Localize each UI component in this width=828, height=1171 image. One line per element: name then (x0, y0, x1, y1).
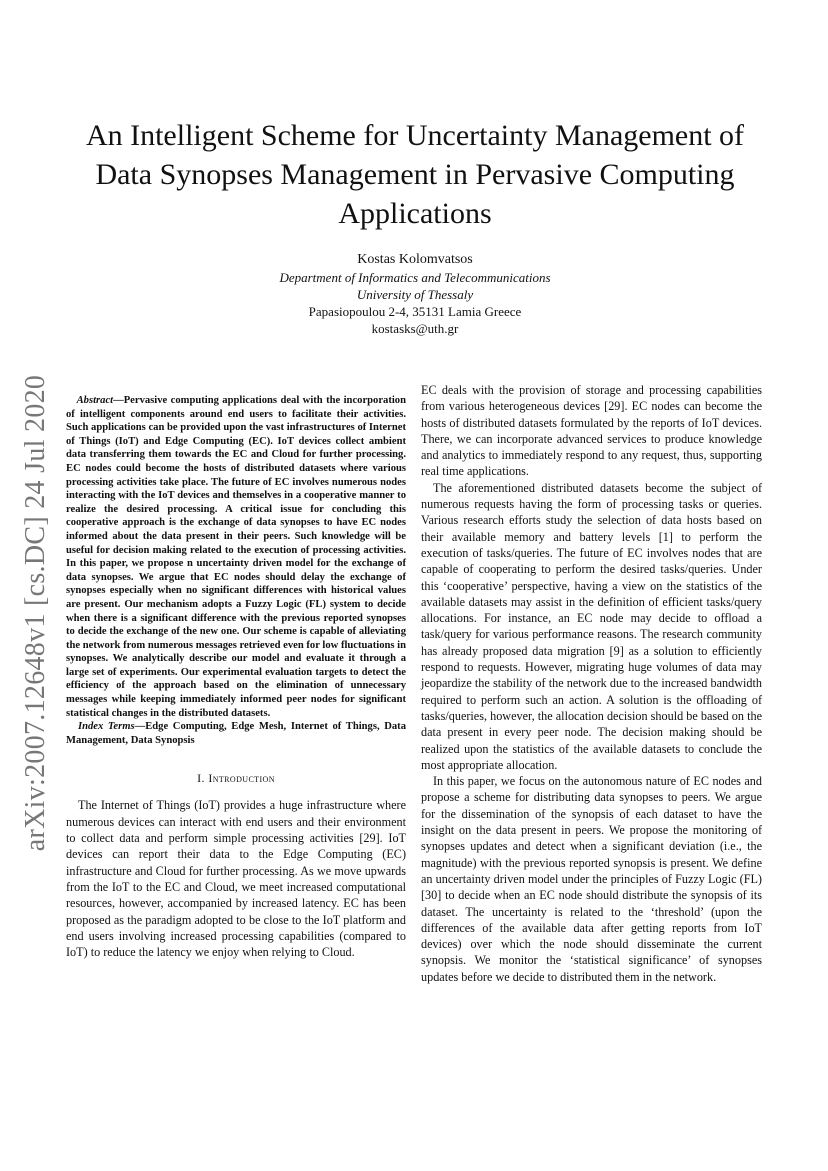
section-heading (66, 771, 406, 786)
index-terms-label: Index Terms (78, 721, 135, 733)
intro-paragraph-4: In this paper, we focus on the autonomous nature of EC nodes and propose a scheme for distributing data synopses to peers. We argue for the dissemination of the synopsis of each dataset to have the insight on the data present in peers. We propose the monitoring of synopses updates and detect when a significant deviation (i.e., the magnitude) with the previous reported synopsis is present. We define an uncertainty driven model under the principles of Fuzzy Logic (FL) [30] to decide when an EC node should distribute the synopsis of its dataset. The uncertainty is related to the ‘threshold’ (upon the differences of the available data after getting reports from IoT devices) over which the node should disseminate the current synopsis. We monitor the ‘statistical significance’ of synopses updates before we decide to distributed them in the network. (421, 774, 762, 984)
author-department: Department of Informatics and Telecommunications (279, 270, 551, 285)
intro-paragraph-2: EC deals with the provision of storage and processing capabilities from various heterogeneous devices [29]. EC nodes can become the hosts of distributed datasets formulated by the reports of IoT devices. There, we can incorporate advanced services to produce knowledge and analytics to immediately respond to any request, thus, supporting real time applications. (421, 383, 762, 479)
paper-title: An Intelligent Scheme for Uncertainty Management of Data Synopses Management in Pervasive Computing Applications (85, 119, 745, 230)
author-block (160, 251, 670, 337)
abstract-label: Abstract (76, 395, 114, 406)
author-name: Kostas Kolomvatsos (357, 252, 473, 267)
arxiv-identifier-stamp (11, 375, 61, 850)
author-university: University of Thessaly (356, 287, 474, 302)
author-email: kostasks@uth.gr (371, 321, 459, 336)
index-terms-text: —Edge Computing, Edge Mesh, Internet of Things, Data Management, Data Synopsis (66, 721, 406, 746)
right-column (421, 382, 762, 985)
abstract-text: —Pervasive computing applications deal with the incorporation of intelligent components around end users to facilitate their activities. Such applications can be provided upon the vast infrastructures of Internet of Things (IoT) and Edge Computing (EC). IoT devices collect ambient data transferring them towards the EC and Cloud for further processing. EC nodes could become the hosts of distributed datasets where various processing activities take place. The future of EC involves numerous nodes interacting with the IoT devices and themselves in a cooperative manner to realize the desired processing. A critical issue for concluding this cooperative approach is the exchange of data synopses to have EC nodes informed about the data present in their peers. Such knowledge will be useful for decision making related to the execution of processing activities. In this paper, we propose n uncertainty driven model for the exchange of data synopses. We argue that EC nodes should delay the exchange of synopses especially when no significant differences with historical values are present. Our mechanism adopts a Fuzzy Logic (FL) system to decide when there is a significant difference with the previous reported synopses to decide the exchange of the new one. Our scheme is capable of alleviating the network from numerous messages retrieved even for low fluctuations in synopses. We analytically describe our model and evaluate it through a large set of experiments. Our experimental evaluation targets to detect the efficiency of the approach based on the elimination of unnecessary messages while keeping immediately informed peer nodes for significant statistical changes in the distributed datasets. (66, 395, 406, 719)
intro-paragraph-3: The aforementioned distributed datasets become the subject of numerous requests having the form of processing tasks or queries. Various research efforts study the selection of data hosts based on their available memory and battery levels [1] to perform the execution of tasks/queries. The future of EC involves nodes that are capable of cooperating to perform the desired tasks/queries. Under this ‘cooperative’ perspective, having a view on the statistics of the available datasets may assist in the definition of efficient tasks/query allocations. For instance, an EC node may decide to offload a task/query for various performance reasons. The research community has already proposed data migration [9] as a solution to efficiently respond to requests. However, migrating huge volumes of data may jeopardize the stability of the network due to the increased bandwidth required to perform such an action. A solution is the offloading of tasks/queries, however, the allocation decision should be based on the data present in every peer node. The decision making should be realized upon the statistics of the available datasets to conclude the most appropriate allocation. (421, 480, 762, 772)
section-title: Introduction (208, 771, 275, 786)
index-terms (66, 720, 406, 747)
intro-paragraph-1: The Internet of Things (IoT) provides a huge infrastructure where numerous devices can interact with end users and their environment to collect data and perform simple processing activities [29]. IoT devices can report their data to the Edge Computing (EC) infrastructure and Cloud for further processing. As we move upwards from the IoT to the EC and Cloud, we meet increased computational resources, however, accompanied by increased latency. EC has been proposed as the paradigm adopted to be close to the IoT platform and end users involving increased processing capabilities (compared to IoT) to reduce the latency we enjoy when relying to Cloud. (66, 798, 406, 960)
section-number: I. (197, 771, 205, 786)
arxiv-identifier-text: arXiv:2007.12648v1 [cs.DC] 24 Jul 2020 (20, 374, 52, 851)
left-column (66, 394, 406, 960)
author-address: Papasiopoulou 2-4, 35131 Lamia Greece (308, 304, 522, 319)
abstract (66, 394, 406, 720)
